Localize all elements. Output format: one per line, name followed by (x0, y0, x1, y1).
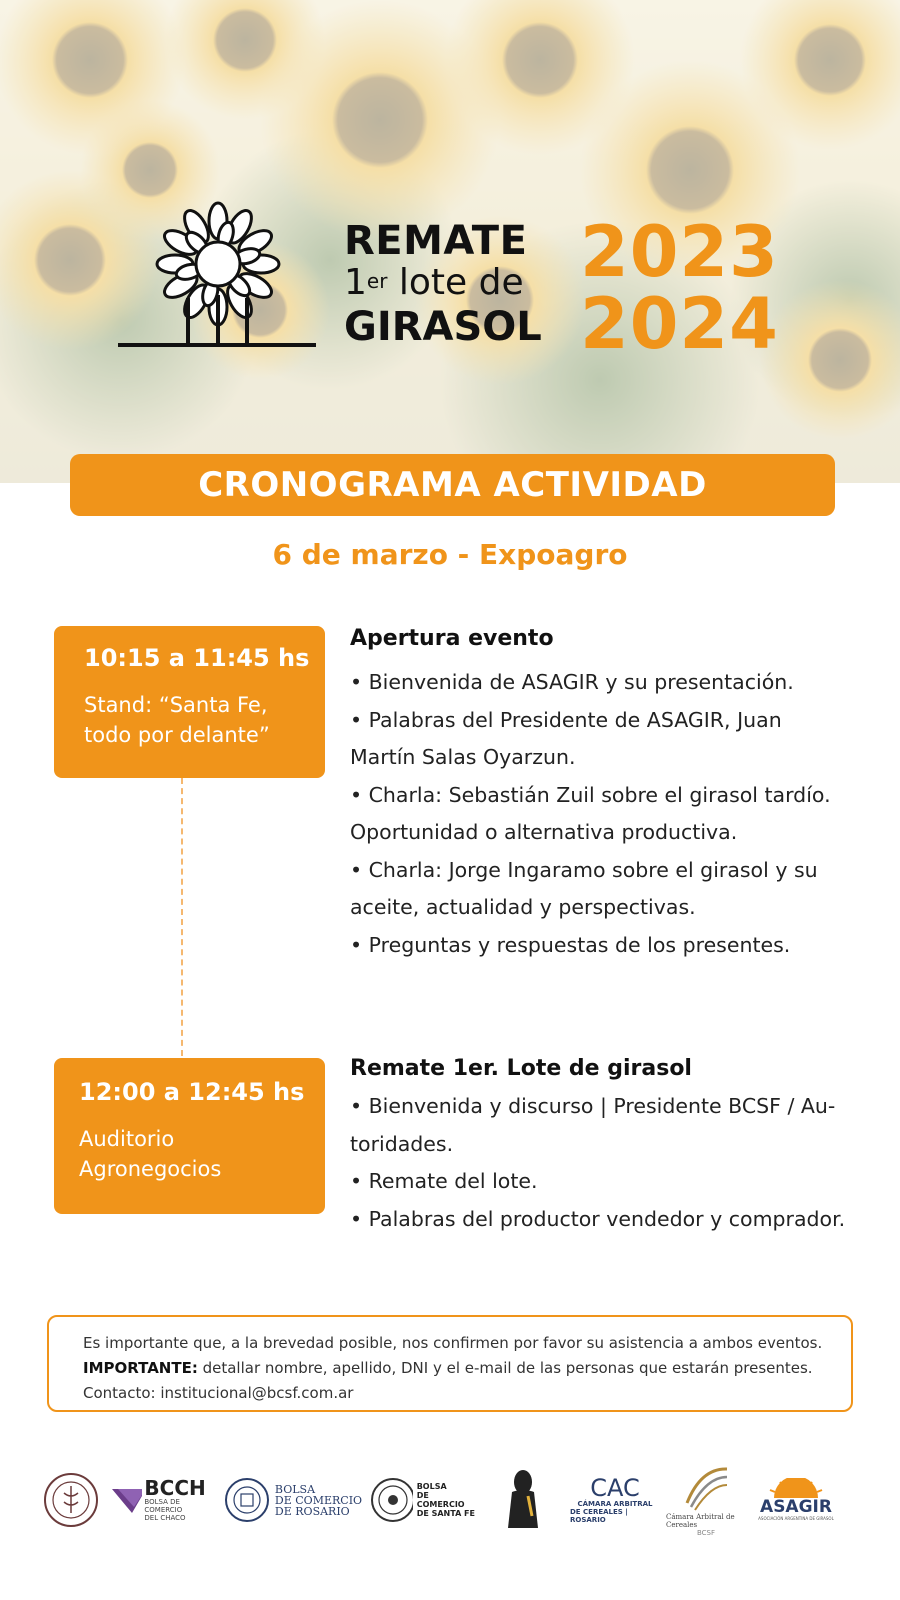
rosario-line1: BOLSA (274, 1482, 316, 1496)
seal-icon (370, 1477, 413, 1523)
title-lote-number: 1 (344, 262, 367, 303)
hero-banner (0, 0, 900, 483)
list-item: aceite, actualidad y perspectivas. (350, 895, 696, 919)
note-line-1: Es importante que, a la brevedad posible, nos confirmen por favor su asistencia a ambos eventos. (83, 1334, 823, 1352)
bolsa-cereales-entre-rios-logo (40, 1455, 102, 1545)
list-item: toridades. (350, 1131, 454, 1156)
bcch-logo (112, 1455, 212, 1545)
session-2-list (350, 1088, 870, 1238)
title-lote (344, 264, 549, 302)
session-2-heading: Remate 1er. Lote de girasol (350, 1056, 692, 1081)
triangle-icon (112, 1483, 142, 1517)
event-date-venue: 6 de marzo - Expoagro (272, 538, 628, 571)
note-line-2 (83, 1356, 851, 1381)
list-item: • Bienvenida de ASAGIR y su presentación. (350, 670, 794, 694)
session-1-details (350, 626, 870, 964)
camara-cereales-entre-rios-logo (483, 1455, 563, 1545)
note-important-text: detallar nombre, apellido, DNI y el e-mail de las personas que estarán presentes. (197, 1359, 813, 1377)
session-1-list (350, 664, 870, 964)
rosario-line3: DE ROSARIO (274, 1504, 350, 1518)
cac-rosario-logo (570, 1455, 660, 1545)
title-girasol: GIRASOL (344, 304, 542, 350)
bcsf-text: BCSF (696, 1529, 716, 1537)
list-item: • Preguntas y respuestas de los presentes. (350, 932, 791, 957)
asagir-text: ASAGIR (760, 1497, 832, 1517)
session-2-details (350, 1056, 870, 1238)
cac-sub1: CÁMARA ARBITRAL (577, 1500, 653, 1508)
session-2-time: 12:00 a 12:45 hs (79, 1078, 305, 1106)
camara-bcsf-text: Cámara Arbitral de Cereales (666, 1513, 735, 1529)
title-lote-text: lote de (387, 262, 524, 303)
list-item: • Charla: Sebastián Zuil sobre el girasol tardío. (350, 782, 831, 807)
wheat-swirl-icon (681, 1463, 731, 1513)
seal-icon (224, 1477, 270, 1523)
session-1-place-line2: todo por delante” (84, 723, 270, 747)
list-item: Oportunidad o alternativa productiva. (350, 820, 738, 844)
year-2023: 2023 (580, 211, 779, 293)
session-1-heading: Apertura evento (350, 626, 554, 651)
session-2-place-line2: Agronegocios (79, 1157, 222, 1181)
sun-rays-icon (766, 1478, 826, 1498)
session-1-place-line1: Stand: “Santa Fe, (84, 693, 268, 717)
santafe-line1: BOLSA (416, 1482, 447, 1491)
list-item: Martín Salas Oyarzun. (350, 745, 576, 769)
session-1-time-box (54, 626, 325, 778)
event-title (344, 218, 549, 352)
rosario-line2: DE COMERCIO (274, 1493, 363, 1507)
santafe-line2: DE COMERCIO (416, 1491, 465, 1509)
woman-figure-icon (498, 1466, 548, 1534)
list-item: • Bienvenida y discurso | Presidente BCSF / Au- (350, 1094, 836, 1118)
year-2024: 2024 (580, 283, 779, 365)
note-important-label: IMPORTANTE: (83, 1359, 198, 1377)
list-item: • Palabras del productor vendedor y comprador. (350, 1206, 846, 1231)
bcch-sub1: BOLSA DE COMERCIO (144, 1498, 183, 1514)
session-2-time-box (54, 1058, 325, 1214)
bcch-sub2: DEL CHACO (144, 1514, 186, 1522)
title-remate: REMATE (344, 218, 528, 264)
list-item: • Remate del lote. (350, 1169, 538, 1193)
schedule-banner: CRONOGRAMA ACTIVIDAD (70, 454, 835, 516)
sunflower-logo-icon (116, 200, 326, 350)
bolsa-santa-fe-logo (370, 1455, 475, 1545)
cac-text: CAC (590, 1474, 640, 1502)
asagir-logo (750, 1455, 842, 1545)
seal-icon (42, 1469, 100, 1531)
rsvp-note (47, 1315, 853, 1412)
session-2-place-line1: Auditorio (79, 1127, 175, 1151)
asagir-sub: ASOCIACIÓN ARGENTINA DE GIRASOL (758, 1516, 834, 1521)
bcch-text: BCCH (144, 1476, 206, 1500)
campaign-years (580, 211, 779, 365)
list-item: • Palabras del Presidente de ASAGIR, Juan (350, 707, 782, 732)
timeline-connector (181, 778, 183, 1056)
sponsor-logos (40, 1455, 870, 1545)
title-lote-sup: er (366, 269, 388, 293)
camara-arbitral-bcsf-logo (666, 1455, 746, 1545)
session-1-time: 10:15 a 11:45 hs (84, 644, 310, 672)
bolsa-rosario-logo (223, 1455, 363, 1545)
cac-sub2: DE CEREALES | ROSARIO (570, 1508, 628, 1524)
list-item: • Charla: Jorge Ingaramo sobre el girasol y su (350, 857, 818, 882)
santafe-line3: DE SANTA FE (416, 1509, 475, 1518)
note-contact: Contacto: institucional@bcsf.com.ar (83, 1384, 354, 1402)
